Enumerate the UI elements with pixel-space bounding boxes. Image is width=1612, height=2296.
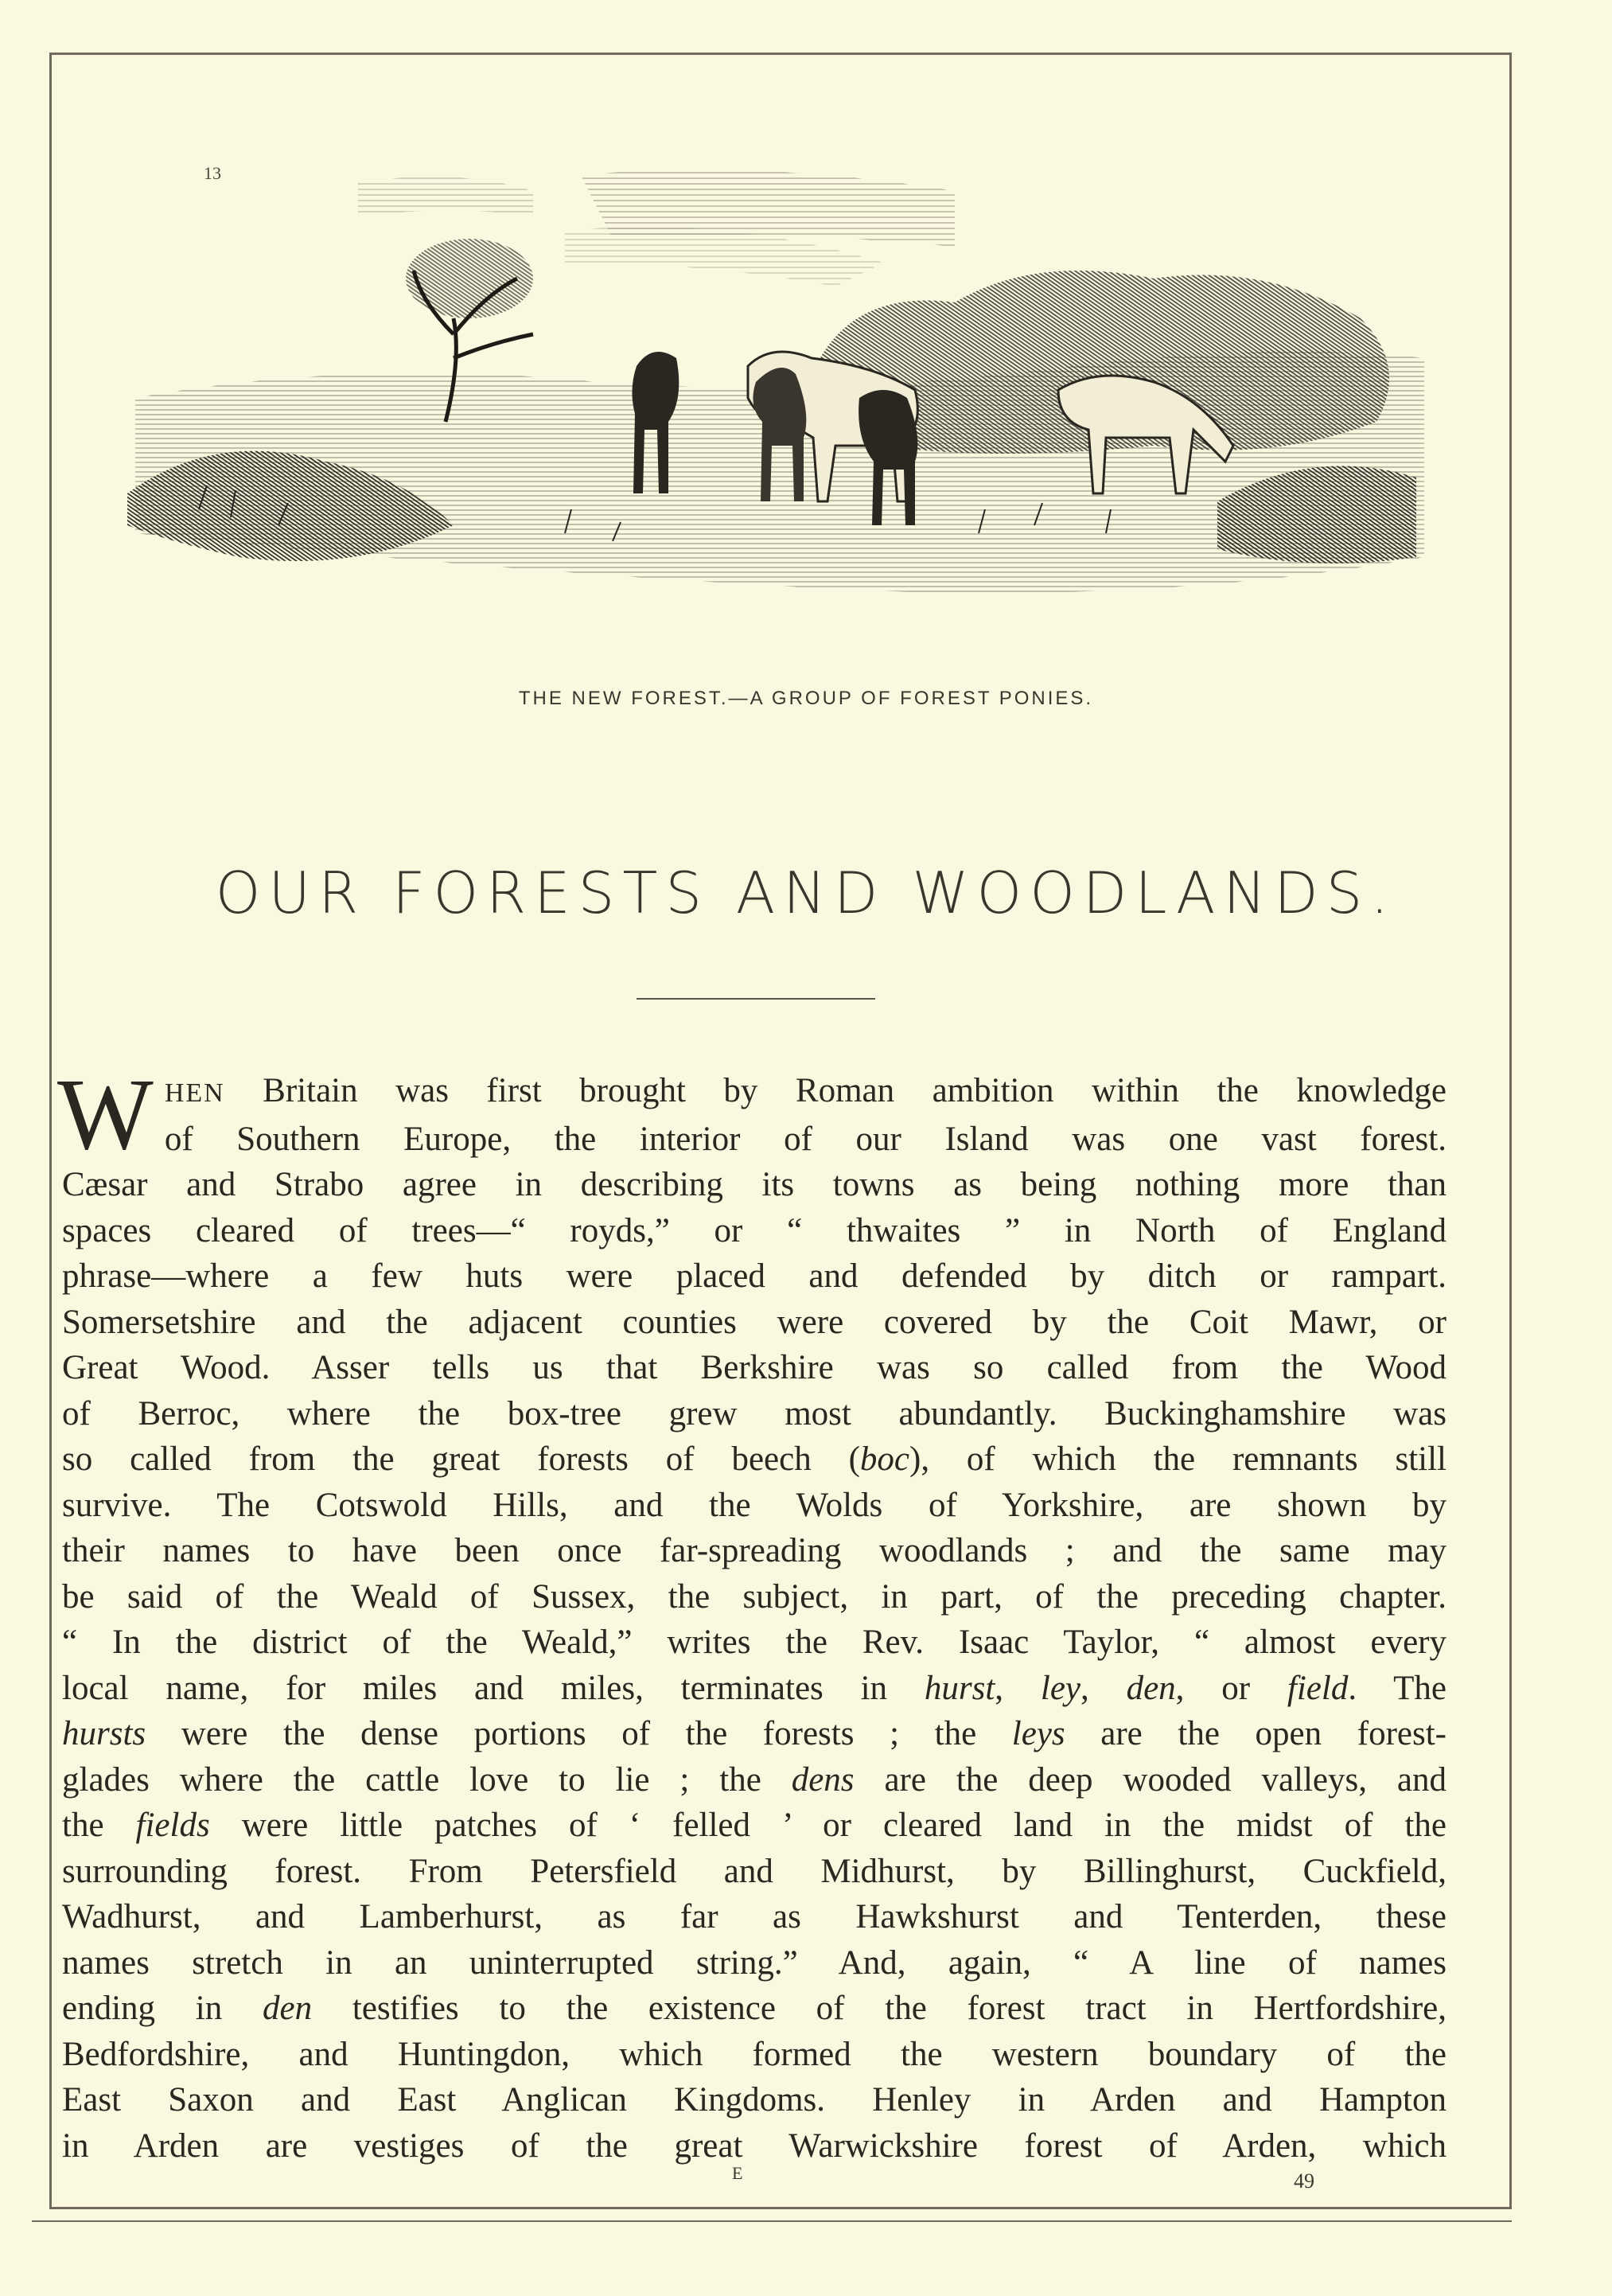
text-line: of Berroc, where the box-tree grew most abundantly. Buckinghamshire was bbox=[62, 1394, 1447, 1433]
text-line: East Saxon and East Anglican Kingdoms. Henley in Arden and Hampton bbox=[62, 2081, 1447, 2119]
text-line: the fields were little patches of ‘ felled ’ or cleared land in the midst of the bbox=[62, 1807, 1447, 1844]
text-line: in Arden are vestiges of the great Warwickshire forest of Arden, which bbox=[62, 2126, 1447, 2165]
signature-mark: E bbox=[732, 2163, 743, 2183]
text-line: survive. The Cotswold Hills, and the Wolds of Yorkshire, are shown by bbox=[62, 1486, 1447, 1524]
text-line: local name, for miles and miles, terminates in hurst, ley, den, or field. The bbox=[62, 1669, 1447, 1707]
chapter-title: OUR FORESTS AND WOODLANDS. bbox=[215, 860, 1397, 926]
text-line: spaces cleared of trees—“ royds,” or “ thwaites ” in North of England bbox=[62, 1211, 1447, 1249]
drop-cap: W bbox=[57, 1058, 154, 1171]
title-divider bbox=[637, 998, 875, 1000]
text-line: Cæsar and Strabo agree in describing its towns as being nothing more than bbox=[62, 1166, 1447, 1203]
engraving-corner-mark: 13 bbox=[204, 163, 221, 183]
forest-ponies-engraving bbox=[119, 159, 1424, 684]
page-number: 49 bbox=[1294, 2169, 1314, 2193]
page-border-bottom-rule bbox=[32, 2220, 1512, 2222]
text-line: be said of the Weald of Sussex, the subject, in part, of the preceding chapter. bbox=[62, 1577, 1447, 1616]
body-text bbox=[57, 1058, 1447, 2169]
lead-small-caps: HEN bbox=[164, 1078, 225, 1108]
text-line: Bedfordshire, and Huntingdon, which formed the western boundary of the bbox=[62, 2035, 1447, 2073]
text-line: hursts were the dense portions of the forests ; the leys are the open forest- bbox=[62, 1715, 1447, 1752]
text-line: so called from the great forests of beech (boc), of which the remnants still bbox=[62, 1440, 1447, 1478]
text-line: names stretch in an uninterrupted string.” And, again, “ A line of names bbox=[62, 1943, 1447, 1982]
text-line: ending in den testifies to the existence of the forest tract in Hertfordshire, bbox=[62, 1990, 1447, 2027]
illustration-caption: THE NEW FOREST.—A GROUP OF FOREST PONIES. bbox=[518, 688, 1094, 709]
text-line: their names to have been once far-spreading woodlands ; and the same may bbox=[62, 1532, 1447, 1569]
text-line: HEN Britain was first brought by Roman ambition within the knowledge bbox=[164, 1072, 1447, 1109]
text-line: Wadhurst, and Lamberhurst, as far as Hawkshurst and Tenterden, these bbox=[62, 1898, 1447, 1935]
text-line: glades where the cattle love to lie ; the dens are the deep wooded valleys, and bbox=[62, 1760, 1447, 1799]
text-line: phrase—where a few huts were placed and defended by ditch or rampart. bbox=[62, 1257, 1447, 1295]
text-line: Great Wood. Asser tells us that Berkshire was so called from the Wood bbox=[62, 1349, 1447, 1386]
text-line: Somersetshire and the adjacent counties were covered by the Coit Mawr, or bbox=[62, 1303, 1447, 1341]
text-line: “ In the district of the Weald,” writes the Rev. Isaac Taylor, “ almost every bbox=[62, 1624, 1447, 1661]
text-line: of Southern Europe, the interior of our Island was one vast forest. bbox=[164, 1120, 1447, 1158]
text-line: surrounding forest. From Petersfield and Midhurst, by Billinghurst, Cuckfield, bbox=[62, 1852, 1447, 1890]
